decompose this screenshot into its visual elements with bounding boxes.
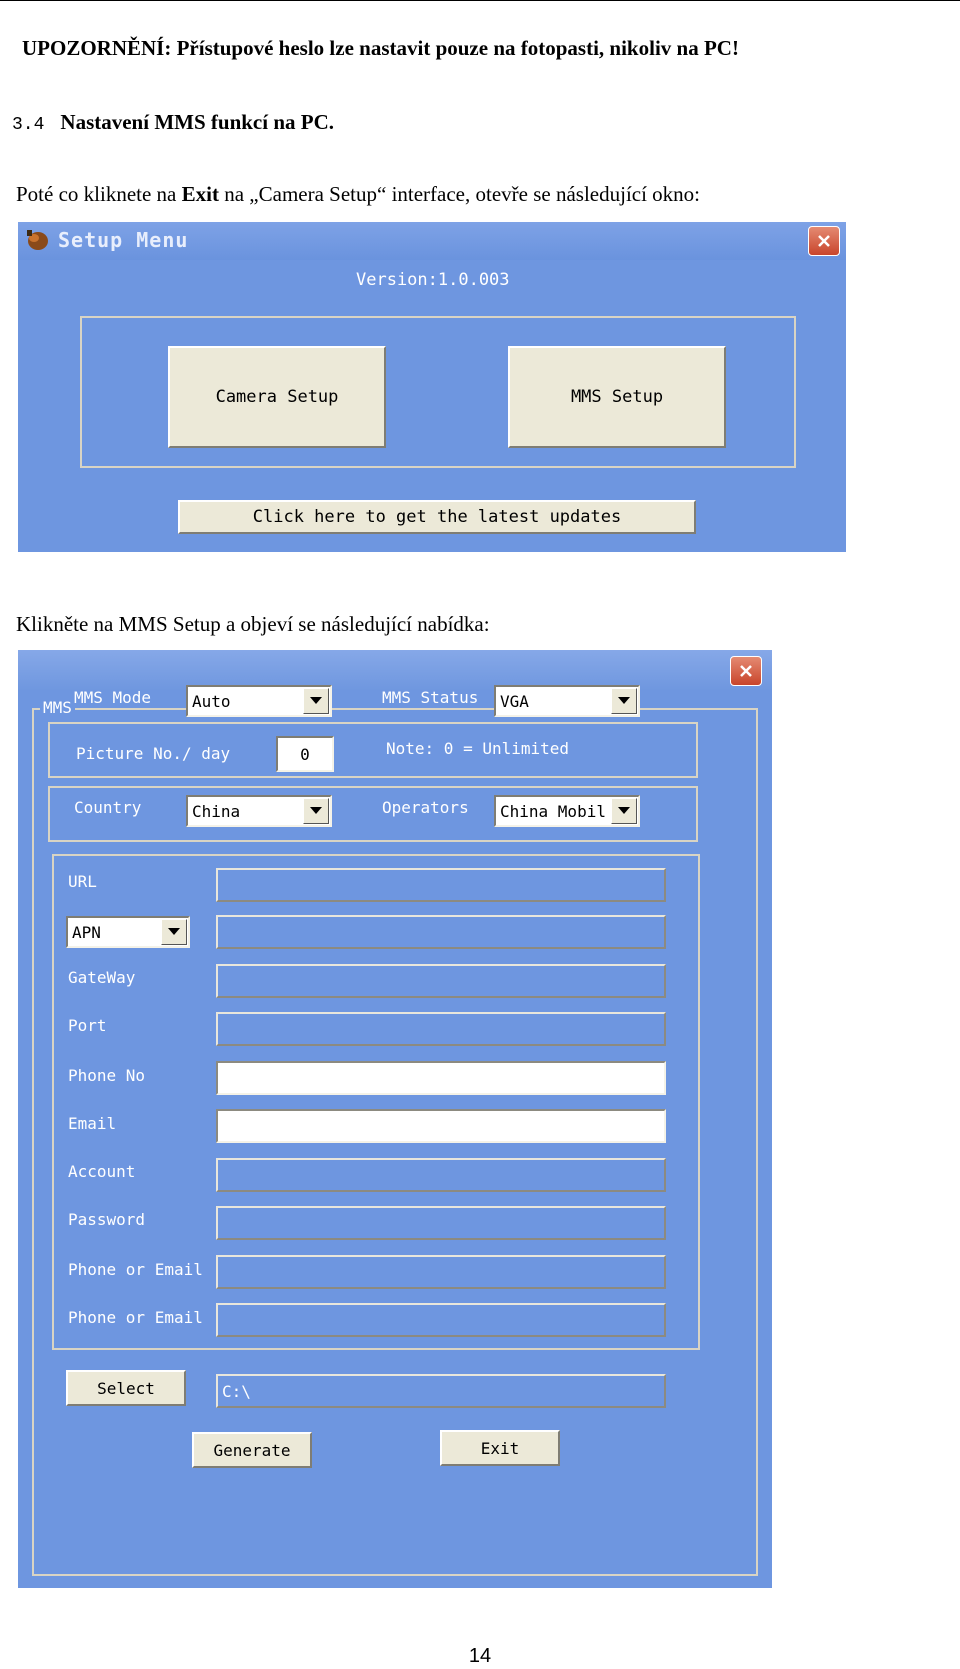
dropdown-arrow-icon[interactable] — [303, 798, 329, 824]
picture-input[interactable]: 0 — [276, 736, 334, 772]
paragraph-intro — [16, 182, 700, 207]
path-input[interactable] — [216, 1374, 666, 1408]
version-label: Version:1.0.003 — [356, 270, 510, 290]
port-input[interactable] — [216, 1012, 666, 1046]
apn-input[interactable] — [216, 915, 666, 949]
section-heading — [12, 110, 334, 135]
mms-status-value: VGA — [500, 692, 529, 711]
paragraph-intro-pre: Poté co kliknete na — [16, 182, 182, 206]
note-label: Note: 0 = Unlimited — [386, 739, 570, 758]
phone-or-email-2-input[interactable] — [216, 1303, 666, 1337]
email-input[interactable] — [216, 1109, 666, 1143]
warning-text: UPOZORNĚNÍ: Přístupové heslo lze nastavit pouze na fotopasti, nikoliv na PC! — [22, 36, 739, 60]
country-label: Country — [74, 798, 142, 817]
mms-mode-select[interactable] — [186, 685, 332, 717]
app-icon — [24, 228, 50, 252]
password-label: Password — [68, 1210, 146, 1229]
phone-label: Phone No — [68, 1066, 146, 1085]
generate-button[interactable]: Generate — [192, 1432, 312, 1468]
setup-menu-window — [18, 222, 846, 552]
select-button[interactable]: Select — [66, 1370, 186, 1406]
apn-value: APN — [72, 923, 101, 942]
page-number: 14 — [468, 1645, 492, 1667]
operators-select[interactable] — [494, 795, 640, 827]
country-select[interactable] — [186, 795, 332, 827]
paragraph-intro-post: na „Camera Setup“ interface, otevře se následující okno: — [218, 182, 701, 206]
mms-group-label: MMS — [40, 698, 75, 717]
operators-value: China Mobil — [500, 802, 606, 821]
password-input[interactable] — [216, 1206, 666, 1240]
path-value: C:\ — [222, 1382, 251, 1401]
gateway-input[interactable] — [216, 964, 666, 998]
dropdown-arrow-icon[interactable] — [303, 688, 329, 714]
section-title: Nastavení MMS funkcí na PC. — [60, 110, 335, 134]
picture-label: Picture No./ day — [76, 744, 231, 763]
mms-mode-value: Auto — [192, 692, 231, 711]
setup-menu-titlebar — [18, 222, 846, 260]
update-button[interactable]: Click here to get the latest updates — [178, 500, 696, 534]
camera-setup-button[interactable]: Camera Setup — [168, 346, 386, 448]
dropdown-arrow-icon[interactable] — [161, 919, 187, 945]
email-label: Email — [68, 1114, 117, 1133]
gateway-label: GateWay — [68, 968, 136, 987]
top-rule — [0, 0, 960, 1]
apn-select[interactable] — [66, 916, 190, 948]
operators-label: Operators — [382, 798, 469, 817]
close-icon[interactable] — [730, 656, 762, 686]
mms-mode-label: MMS Mode — [74, 688, 152, 707]
close-icon[interactable] — [808, 226, 840, 256]
exit-button[interactable]: Exit — [440, 1430, 560, 1466]
url-input[interactable] — [216, 868, 666, 902]
mms-status-label: MMS Status — [382, 688, 479, 707]
url-label: URL — [68, 872, 97, 891]
account-input[interactable] — [216, 1158, 666, 1192]
mms-titlebar — [18, 650, 772, 690]
mms-status-select[interactable] — [494, 685, 640, 717]
dropdown-arrow-icon[interactable] — [611, 798, 637, 824]
section-number: 3.4 — [12, 115, 45, 135]
paragraph-mms: Klikněte na MMS Setup a objeví se následující nabídka: — [16, 612, 490, 636]
setup-menu-title: Setup Menu — [58, 228, 189, 252]
mms-window — [18, 650, 772, 1588]
account-label: Account — [68, 1162, 136, 1181]
phone-or-email-1-label: Phone or Email — [68, 1260, 203, 1279]
paragraph-intro-bold: Exit — [181, 182, 219, 206]
mms-setup-button[interactable]: MMS Setup — [508, 346, 726, 448]
phone-or-email-1-input[interactable] — [216, 1255, 666, 1289]
port-label: Port — [68, 1016, 107, 1035]
dropdown-arrow-icon[interactable] — [611, 688, 637, 714]
phone-or-email-2-label: Phone or Email — [68, 1308, 203, 1327]
country-value: China — [192, 802, 241, 821]
phone-input[interactable] — [216, 1061, 666, 1095]
